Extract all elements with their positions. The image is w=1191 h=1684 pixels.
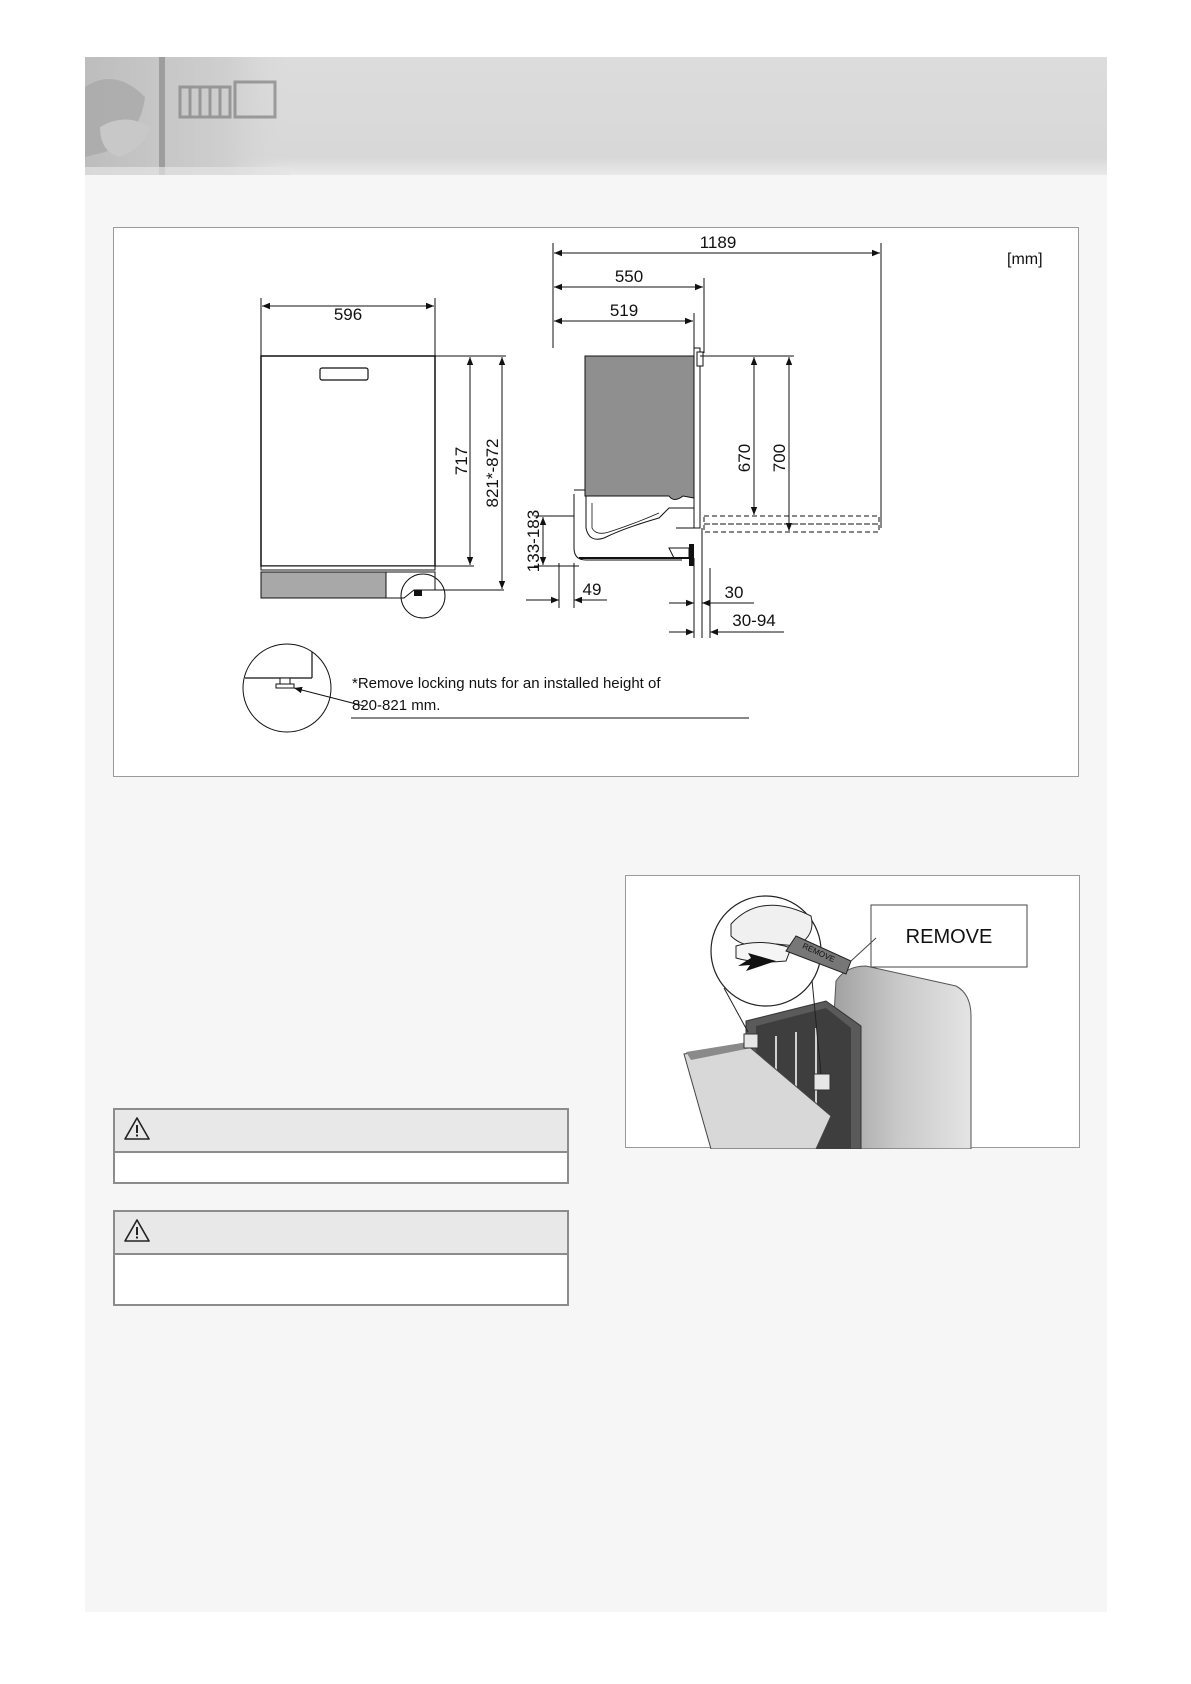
dim-foot-49: 49 — [582, 580, 602, 599]
locking-nut-detail — [243, 644, 364, 732]
dim-depth-550: 550 — [614, 267, 644, 286]
caution-header — [115, 1110, 567, 1153]
dim-height-670: 670 — [735, 443, 754, 473]
warning-icon — [123, 1116, 151, 1142]
dimensions-figure — [113, 227, 1079, 777]
dim-width-596: 596 — [333, 305, 363, 324]
dim-gap-range: 30-94 — [732, 611, 776, 630]
remove-figure — [625, 875, 1080, 1148]
dim-height-717: 717 — [452, 446, 471, 476]
dim-gap-30: 30 — [724, 583, 744, 602]
warning-icon — [123, 1218, 151, 1244]
remove-tab-label: REMOVE — [801, 941, 837, 965]
remove-callout: REMOVE — [905, 926, 993, 948]
front-view — [261, 356, 504, 618]
dim-plinth: 133-183 — [524, 509, 543, 573]
dimensions-drawing — [114, 228, 1080, 778]
remove-drawing — [626, 876, 1081, 1149]
unit-label: [mm] — [1007, 251, 1043, 268]
caution-box-1 — [113, 1108, 569, 1184]
dim-height-700: 700 — [770, 443, 789, 473]
dim-height-range: 821*-872 — [483, 438, 502, 508]
caution-header — [115, 1212, 567, 1255]
header-photo — [85, 57, 290, 175]
dim-depth-1189: 1189 — [699, 233, 737, 252]
caution-box-2 — [113, 1210, 569, 1306]
footnote-line2: 820-821 mm. — [352, 697, 441, 714]
footnote-line1: *Remove locking nuts for an installed height of — [352, 675, 661, 692]
dim-depth-519: 519 — [609, 301, 639, 320]
side-view — [574, 348, 879, 566]
